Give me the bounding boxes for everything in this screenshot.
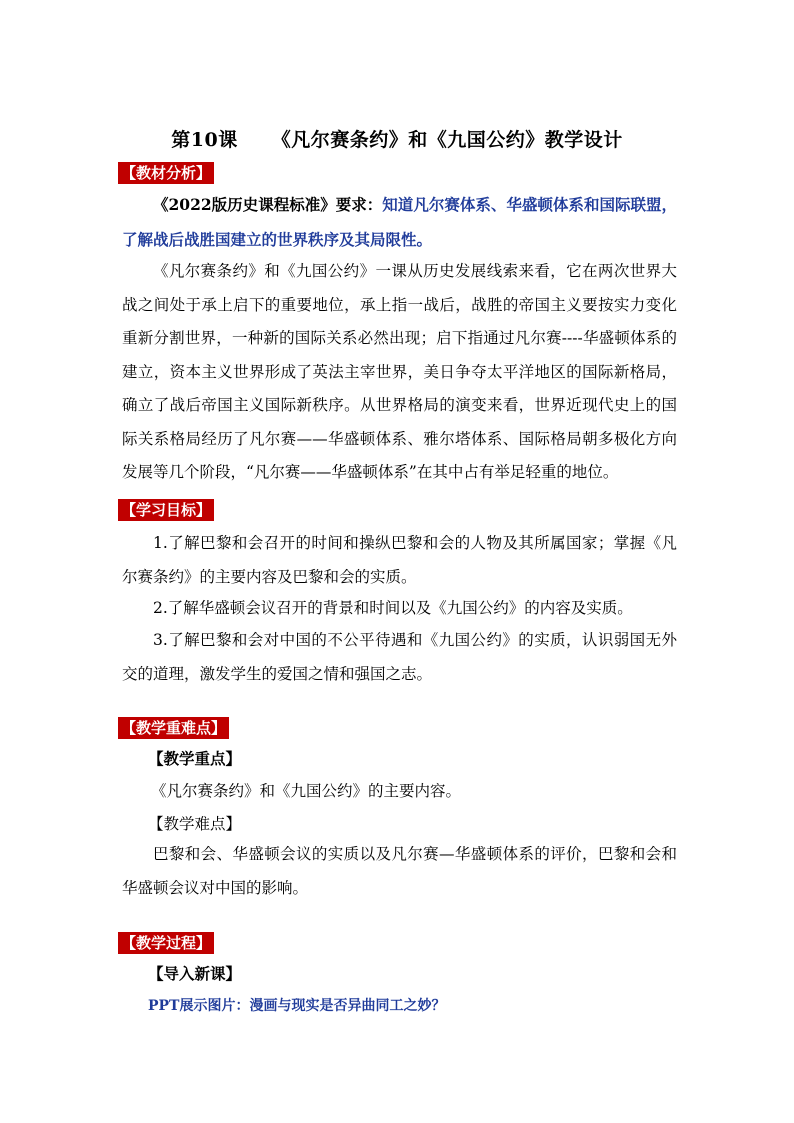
section-tag-teaching-process: 【教学过程】 bbox=[118, 932, 214, 954]
standard-requirement: 知道凡尔赛体系、华盛顿体系和国际联盟，了解战后战胜国建立的世界秩序及其局限性。 bbox=[122, 195, 677, 249]
page-title bbox=[0, 125, 794, 152]
lesson-name: 《凡尔赛条约》和《九国公约》教学设计 bbox=[271, 129, 623, 151]
ppt-instruction: PPT展示图片：漫画与现实是否异曲同工之妙？ bbox=[148, 998, 446, 1014]
lesson-number: 第10课 bbox=[171, 129, 238, 151]
difficult-points-text: 巴黎和会、华盛顿会议的实质以及凡尔赛—华盛顿体系的评价，巴黎和会和华盛顿会议对中国的影响。 bbox=[122, 845, 677, 897]
learning-goal-3: 3.了解巴黎和会对中国的不公平待遇和《九国公约》的实质，认识弱国无外交的道理，激发学生的爱国之情和强国之志。 bbox=[122, 631, 677, 683]
analysis-paragraph: 《凡尔赛条约》和《九国公约》一课从历史发展线索来看，它在两次世界大战之间处于承上启下的重要地位，承上指一战后，战胜的帝国主义要按实力变化重新分割世界，一种新的国际关系必然出现；启下指通过凡尔赛----华盛顿体系的建立，资本主义世界形成了英法主宰世界，美日争夺太平洋地区的国际新格局，确立了战后帝国主义国际新秩序。从世界格局的演变来看，世界近现代史上的国际关系格局经历了凡尔赛——华盛顿体系、雅尔塔体系、国际格局朝多极化方向发展等几个阶段，“凡尔赛——华盛顿体系”在其中占有举足轻重的地位。 bbox=[122, 262, 677, 481]
section-tag-textbook-analysis: 【教材分析】 bbox=[118, 162, 214, 184]
key-points-text: 《凡尔赛条约》和《九国公约》的主要内容。 bbox=[151, 782, 462, 800]
difficult-points-label: 【教学难点】 bbox=[148, 815, 242, 833]
key-points-label: 【教学重点】 bbox=[148, 749, 242, 768]
intro-label: 【导入新课】 bbox=[148, 964, 242, 983]
curriculum-standard-paragraph bbox=[122, 188, 677, 257]
section-tag-key-difficult-points: 【教学重难点】 bbox=[118, 717, 229, 739]
standard-prefix: 《2022版历史课程标准》要求： bbox=[153, 195, 383, 214]
section-tag-learning-goals: 【学习目标】 bbox=[118, 499, 214, 521]
learning-goal-1: 1.了解巴黎和会召开的时间和操纵巴黎和会的人物及其所属国家；掌握《凡尔赛条约》的主要内容及巴黎和会的实质。 bbox=[122, 534, 677, 586]
learning-goal-2: 2.了解华盛顿会议召开的背景和时间以及《九国公约》的内容及实质。 bbox=[153, 599, 633, 617]
